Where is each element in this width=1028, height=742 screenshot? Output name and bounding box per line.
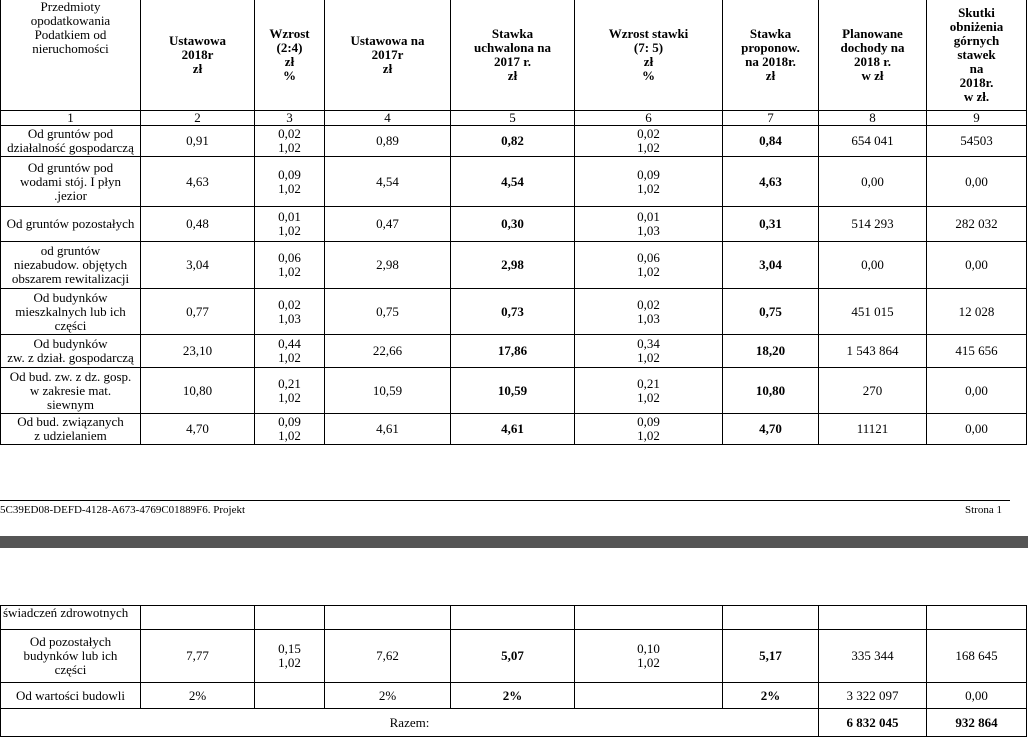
total-label: Razem: xyxy=(1,709,819,737)
table-row xyxy=(1,242,1027,289)
skutki-obnizenia: 282 032 xyxy=(927,207,1027,242)
ustawowa-2018: 23,10 xyxy=(141,335,255,368)
cell-line: Podatkiem od xyxy=(34,27,107,42)
cell-line: stawek xyxy=(957,47,996,62)
cell-line: 2018r xyxy=(181,47,214,62)
column-header xyxy=(1,0,141,111)
stawka-proponowana-2018: 4,70 xyxy=(723,414,819,445)
cell-line: Od bud. związanych xyxy=(17,414,124,429)
row-name xyxy=(1,242,141,289)
empty-cell xyxy=(141,606,255,630)
stawka-uchwalona-2017: 5,07 xyxy=(451,630,575,683)
cell-line: Stawka xyxy=(491,26,534,41)
cell-line: 0,01 xyxy=(278,209,301,224)
column-number: 6 xyxy=(575,111,723,126)
skutki-obnizenia: 415 656 xyxy=(927,335,1027,368)
wzrost xyxy=(255,335,325,368)
cell-line: od gruntów xyxy=(40,243,101,258)
ustawowa-2018: 2% xyxy=(141,683,255,709)
column-header xyxy=(325,0,451,111)
cell-line: na xyxy=(969,61,984,76)
skutki-obnizenia: 0,00 xyxy=(927,368,1027,414)
cell-line: Ustawowa xyxy=(168,33,227,48)
cell-line: 1,03 xyxy=(637,310,660,326)
cell-line: 0,02 xyxy=(278,296,301,312)
cell-line: .jezior xyxy=(54,187,87,203)
cell-line: 1,02 xyxy=(278,223,301,238)
empty-cell xyxy=(819,606,927,630)
wzrost xyxy=(255,207,325,242)
ustawowa-2017: 0,75 xyxy=(325,289,451,335)
skutki-obnizenia: 0,00 xyxy=(927,242,1027,289)
cell-line: 1,02 xyxy=(278,350,301,365)
cell-line: 0,21 xyxy=(278,375,301,391)
cell-line: Od budynków xyxy=(33,289,108,305)
ustawowa-2017: 2% xyxy=(325,683,451,709)
cell-line: części xyxy=(54,317,87,333)
planowane-dochody: 270 xyxy=(819,368,927,414)
stawka-proponowana-2018: 0,31 xyxy=(723,207,819,242)
column-number: 9 xyxy=(927,111,1027,126)
row-name xyxy=(1,368,141,414)
cell-line: 0,09 xyxy=(278,414,301,429)
cell-line: 0,10 xyxy=(637,641,660,656)
cell-line: wodami stój. I płyn xyxy=(19,173,122,189)
stawka-proponowana-2018: 5,17 xyxy=(723,630,819,683)
stawka-proponowana-2018: 2% xyxy=(723,683,819,709)
cell-line: 1,02 xyxy=(637,140,660,155)
table-row xyxy=(1,289,1027,335)
total-planowane: 6 832 045 xyxy=(819,709,927,737)
cell-line: 1,02 xyxy=(637,389,660,405)
cell-line: zł xyxy=(192,61,203,76)
table-row xyxy=(1,606,1027,630)
wzrost-stawki xyxy=(575,242,723,289)
row-name xyxy=(1,683,141,709)
page-number: Strona 1 xyxy=(965,504,1002,516)
cell-line: Od gruntów pozostałych xyxy=(6,216,135,231)
cell-line: 0,09 xyxy=(637,414,660,429)
wzrost-stawki xyxy=(575,414,723,445)
cell-line: Od pozostałych xyxy=(29,634,112,649)
row-name xyxy=(1,289,141,335)
column-number-row xyxy=(1,111,1027,126)
cell-line: 1,02 xyxy=(278,140,301,155)
cell-line: 1,02 xyxy=(278,180,301,196)
wzrost-stawki xyxy=(575,683,723,709)
planowane-dochody: 451 015 xyxy=(819,289,927,335)
cell-line: części xyxy=(54,662,87,677)
table-row xyxy=(1,683,1027,709)
stawka-uchwalona-2017: 4,61 xyxy=(451,414,575,445)
row-name xyxy=(1,126,141,157)
table-row xyxy=(1,207,1027,242)
cell-line: górnych xyxy=(953,33,1000,48)
ustawowa-2017: 7,62 xyxy=(325,630,451,683)
column-header xyxy=(255,0,325,111)
cell-line: Od bud. zw. z dz. gosp. xyxy=(9,368,132,384)
cell-line: 1,02 xyxy=(637,428,660,443)
planowane-dochody: 514 293 xyxy=(819,207,927,242)
column-number: 1 xyxy=(1,111,141,126)
cell-line: obniżenia xyxy=(949,19,1004,34)
cell-line: 1,02 xyxy=(637,350,660,365)
row-name xyxy=(1,157,141,207)
total-skutki: 932 864 xyxy=(927,709,1027,737)
column-header xyxy=(819,0,927,111)
cell-line: 2018 r. xyxy=(853,54,892,69)
cell-line: Od gruntów pod xyxy=(27,126,114,141)
planowane-dochody: 1 543 864 xyxy=(819,335,927,368)
skutki-obnizenia: 168 645 xyxy=(927,630,1027,683)
row-name xyxy=(1,207,141,242)
wzrost xyxy=(255,289,325,335)
wzrost-stawki xyxy=(575,207,723,242)
cell-line: 0,02 xyxy=(278,126,301,141)
column-number: 5 xyxy=(451,111,575,126)
column-number: 4 xyxy=(325,111,451,126)
stawka-uchwalona-2017: 10,59 xyxy=(451,368,575,414)
stawka-proponowana-2018: 4,63 xyxy=(723,157,819,207)
planowane-dochody: 654 041 xyxy=(819,126,927,157)
wzrost-stawki xyxy=(575,289,723,335)
row-name xyxy=(1,630,141,683)
stawka-uchwalona-2017: 2% xyxy=(451,683,575,709)
planowane-dochody: 11121 xyxy=(819,414,927,445)
ustawowa-2018: 4,70 xyxy=(141,414,255,445)
ustawowa-2018: 4,63 xyxy=(141,157,255,207)
stawka-proponowana-2018: 18,20 xyxy=(723,335,819,368)
cell-line: % xyxy=(283,68,296,83)
stawka-uchwalona-2017: 0,73 xyxy=(451,289,575,335)
cell-line: (7: 5) xyxy=(633,40,664,55)
cell-line: 0,09 xyxy=(278,166,301,182)
skutki-obnizenia: 0,00 xyxy=(927,683,1027,709)
table-row xyxy=(1,414,1027,445)
cell-line: zł xyxy=(284,54,295,69)
empty-cell xyxy=(927,606,1027,630)
wzrost-stawki xyxy=(575,335,723,368)
ustawowa-2018: 0,48 xyxy=(141,207,255,242)
cell-line: Przedmioty xyxy=(40,0,101,14)
planowane-dochody: 3 322 097 xyxy=(819,683,927,709)
page-separator xyxy=(0,536,1028,548)
cell-line: 0,15 xyxy=(278,641,301,656)
cell-line: w zakresie mat. xyxy=(29,382,112,398)
cell-line: dochody na xyxy=(840,40,905,55)
cell-line: 1,03 xyxy=(637,223,660,238)
ustawowa-2018: 3,04 xyxy=(141,242,255,289)
planowane-dochody: 335 344 xyxy=(819,630,927,683)
wzrost xyxy=(255,414,325,445)
ustawowa-2017: 10,59 xyxy=(325,368,451,414)
cell-line: zł xyxy=(765,68,776,83)
ustawowa-2017: 22,66 xyxy=(325,335,451,368)
wzrost xyxy=(255,368,325,414)
wzrost xyxy=(255,157,325,207)
row-name xyxy=(1,335,141,368)
cell-line: 0,09 xyxy=(637,166,660,182)
cell-line: 2017 r. xyxy=(493,54,532,69)
ustawowa-2017: 0,47 xyxy=(325,207,451,242)
cell-line: 0,44 xyxy=(278,336,301,351)
cell-line: zw. z dział. gospodarczą xyxy=(7,350,134,365)
row-name-continued: świadczeń zdrowotnych xyxy=(1,606,141,630)
wzrost-stawki xyxy=(575,157,723,207)
cell-line: 0,06 xyxy=(278,250,301,265)
column-header xyxy=(723,0,819,111)
cell-line: 1,02 xyxy=(637,264,660,279)
total-row xyxy=(1,709,1027,737)
wzrost-stawki xyxy=(575,368,723,414)
stawka-proponowana-2018: 0,84 xyxy=(723,126,819,157)
stawka-proponowana-2018: 10,80 xyxy=(723,368,819,414)
planowane-dochody: 0,00 xyxy=(819,157,927,207)
stawka-uchwalona-2017: 0,82 xyxy=(451,126,575,157)
cell-line: 1,03 xyxy=(278,310,301,326)
cell-line: działalność gospodarczą xyxy=(7,140,134,155)
cell-line: zł xyxy=(382,61,393,76)
row-name xyxy=(1,414,141,445)
table-row xyxy=(1,335,1027,368)
skutki-obnizenia: 0,00 xyxy=(927,157,1027,207)
ustawowa-2017: 0,89 xyxy=(325,126,451,157)
cell-line: zł xyxy=(643,54,654,69)
wzrost xyxy=(255,630,325,683)
wzrost-stawki xyxy=(575,630,723,683)
stawka-uchwalona-2017: 0,30 xyxy=(451,207,575,242)
table-row xyxy=(1,157,1027,207)
stawka-proponowana-2018: 3,04 xyxy=(723,242,819,289)
empty-cell xyxy=(451,606,575,630)
cell-line: 1,02 xyxy=(278,655,301,670)
cell-line: Od budynków xyxy=(33,336,108,351)
column-number: 7 xyxy=(723,111,819,126)
cell-line: Wzrost xyxy=(269,26,310,41)
tax-rates-table-continued xyxy=(0,605,1027,737)
wzrost xyxy=(255,683,325,709)
cell-line: 1,02 xyxy=(637,180,660,196)
cell-line: (2:4) xyxy=(276,40,303,55)
column-number: 2 xyxy=(141,111,255,126)
ustawowa-2017: 2,98 xyxy=(325,242,451,289)
cell-line: obszarem rewitalizacji xyxy=(11,271,130,286)
cell-line: 0,34 xyxy=(637,336,660,351)
empty-cell xyxy=(723,606,819,630)
ustawowa-2018: 0,77 xyxy=(141,289,255,335)
cell-line: w zł xyxy=(861,68,884,83)
cell-line: w zł. xyxy=(963,89,990,104)
column-number: 8 xyxy=(819,111,927,126)
wzrost-stawki xyxy=(575,126,723,157)
cell-line: 1,02 xyxy=(278,428,301,443)
table-row xyxy=(1,368,1027,414)
cell-line: Planowane xyxy=(842,26,903,41)
cell-line: 2017r xyxy=(371,47,404,62)
cell-line: zł xyxy=(507,68,518,83)
cell-line: proponow. xyxy=(741,40,800,55)
cell-line: niezabudow. objętych xyxy=(13,257,128,272)
skutki-obnizenia: 54503 xyxy=(927,126,1027,157)
cell-line: 1,02 xyxy=(278,264,301,279)
cell-line: % xyxy=(642,68,655,83)
cell-line: uchwalona na xyxy=(474,40,551,55)
cell-line: Wzrost stawki xyxy=(608,26,689,41)
cell-line: 2018r. xyxy=(959,75,994,90)
cell-line: 0,02 xyxy=(637,296,660,312)
table-row xyxy=(1,630,1027,683)
wzrost xyxy=(255,126,325,157)
cell-line: na 2018r. xyxy=(745,54,796,69)
empty-cell xyxy=(255,606,325,630)
cell-line: opodatkowania xyxy=(30,13,111,28)
cell-line: 1,02 xyxy=(637,655,660,670)
table-row xyxy=(1,126,1027,157)
cell-line: Ustawowa na xyxy=(350,33,425,48)
ustawowa-2017: 4,61 xyxy=(325,414,451,445)
skutki-obnizenia: 0,00 xyxy=(927,414,1027,445)
cell-line: 0,06 xyxy=(637,250,660,265)
cell-line: nieruchomości xyxy=(32,41,109,56)
footer-divider xyxy=(0,500,1010,501)
ustawowa-2018: 10,80 xyxy=(141,368,255,414)
stawka-uchwalona-2017: 17,86 xyxy=(451,335,575,368)
stawka-proponowana-2018: 0,75 xyxy=(723,289,819,335)
ustawowa-2017: 4,54 xyxy=(325,157,451,207)
empty-cell xyxy=(325,606,451,630)
ustawowa-2018: 7,77 xyxy=(141,630,255,683)
ustawowa-2018: 0,91 xyxy=(141,126,255,157)
column-header xyxy=(451,0,575,111)
column-header xyxy=(575,0,723,111)
column-header xyxy=(141,0,255,111)
empty-cell xyxy=(575,606,723,630)
cell-line: 0,21 xyxy=(637,375,660,391)
wzrost xyxy=(255,242,325,289)
column-number: 3 xyxy=(255,111,325,126)
cell-line: z udzielaniem xyxy=(34,428,107,443)
planowane-dochody: 0,00 xyxy=(819,242,927,289)
cell-line: 1,02 xyxy=(278,389,301,405)
cell-line: Od gruntów pod xyxy=(27,159,114,175)
cell-line: 0,02 xyxy=(637,126,660,141)
document-id: 5C39ED08-DEFD-4128-A673-4769C01889F6. Projekt xyxy=(0,504,246,516)
stawka-uchwalona-2017: 4,54 xyxy=(451,157,575,207)
column-header xyxy=(927,0,1027,111)
skutki-obnizenia: 12 028 xyxy=(927,289,1027,335)
cell-line: Stawka xyxy=(749,26,792,41)
cell-line: Skutki xyxy=(958,5,995,20)
cell-line: budynków lub ich xyxy=(23,648,118,663)
cell-line: Od wartości budowli xyxy=(15,687,126,703)
cell-line: mieszkalnych lub ich xyxy=(15,303,126,319)
header-row xyxy=(1,0,1027,111)
cell-line: 0,01 xyxy=(637,209,660,224)
cell-line: siewnym xyxy=(47,396,94,412)
stawka-uchwalona-2017: 2,98 xyxy=(451,242,575,289)
